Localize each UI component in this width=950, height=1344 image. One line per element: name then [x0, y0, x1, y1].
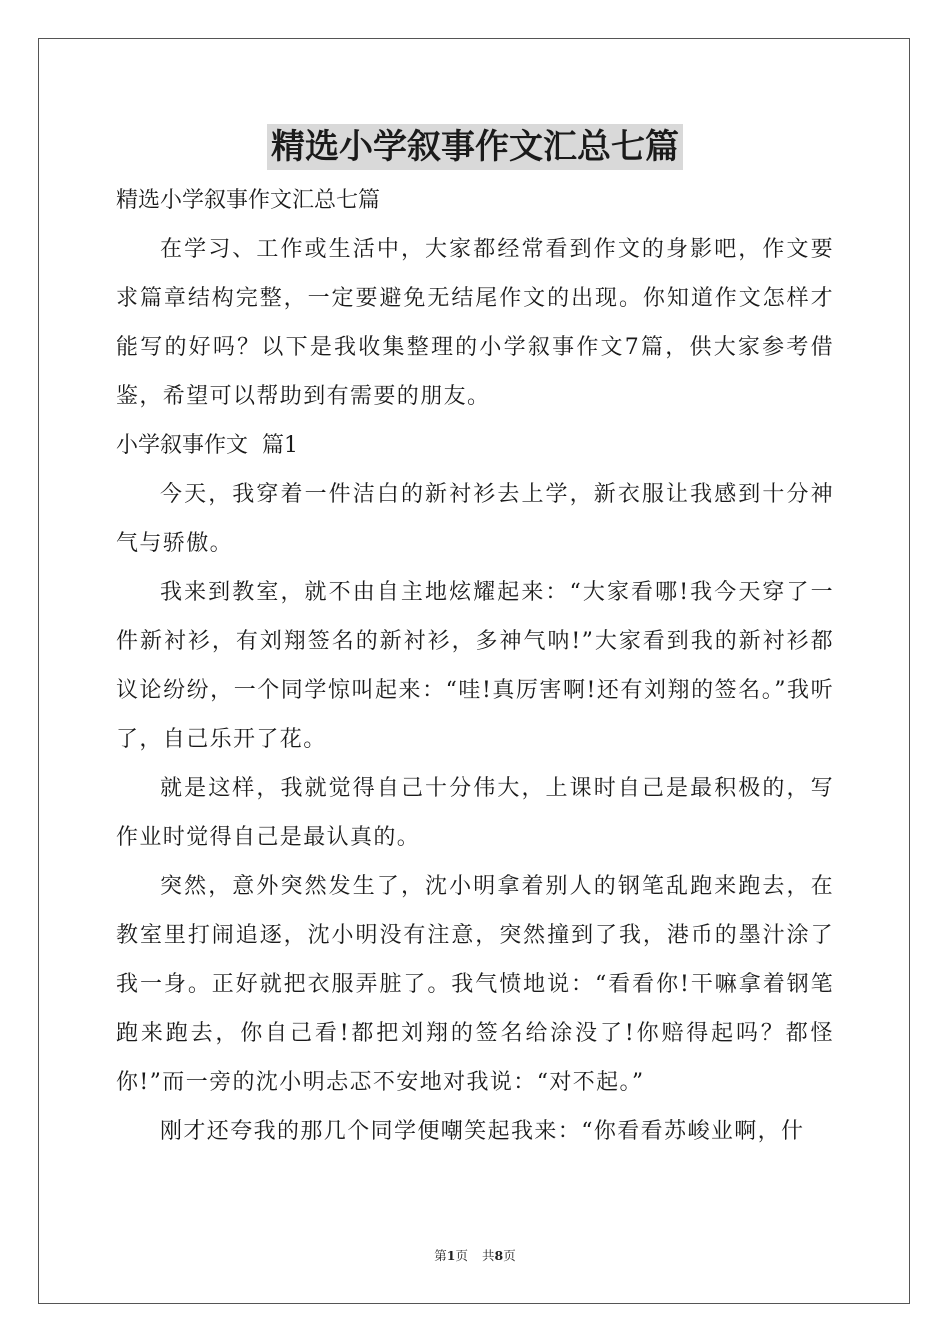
page-total: 8 — [494, 1248, 504, 1263]
document-title: 精选小学叙事作文汇总七篇 — [267, 124, 683, 170]
body-paragraph: 刚才还夸我的那几个同学便嘲笑起我来：“你看看苏峻业啊，什 — [160, 1119, 805, 1144]
body-paragraph: 突然，意外突然发生了，沈小明拿着别人的钢笔乱跑来跑去，在教室里打闹追逐，沈小明没有注意，突然撞到了我，港币的墨汁涂了我一身。正好就把衣服弄脏了。我气愤地说：“看看你!干嘛拿着钢笔跑来跑去，你自己看!都把刘翔的签名给涂没了!你赔得起吗？都怪你!”而一旁的沈小明忐忑不安地对我说：“对不起。” — [116, 874, 834, 1095]
body-paragraph: 今天，我穿着一件洁白的新衬衫去上学，新衣服让我感到十分神气与骄傲。 — [116, 482, 834, 556]
page-current: 1 — [446, 1248, 456, 1263]
page-footer — [0, 1246, 950, 1264]
document-body — [116, 176, 834, 1156]
page-prefix: 第 — [434, 1248, 447, 1263]
document-subtitle: 精选小学叙事作文汇总七篇 — [116, 188, 381, 213]
intro-paragraph: 在学习、工作或生活中，大家都经常看到作文的身影吧，作文要求篇章结构完整，一定要避免无结尾作文的出现。你知道作文怎样才能写的好吗？以下是我收集整理的小学叙事作文7篇，供大家参考借鉴，希望可以帮助到有需要的朋友。 — [116, 237, 834, 409]
title-container — [0, 124, 950, 170]
body-paragraph: 就是这样，我就觉得自己十分伟大，上课时自己是最积极的，写作业时觉得自己是最认真的。 — [116, 776, 834, 850]
total-prefix: 共 — [482, 1248, 495, 1263]
total-suffix: 页 — [503, 1248, 516, 1263]
body-paragraph: 我来到教室，就不由自主地炫耀起来：“大家看哪!我今天穿了一件新衬衫，有刘翔签名的新衬衫，多神气呐!”大家看到我的新衬衫都议论纷纷，一个同学惊叫起来：“哇!真厉害啊!还有刘翔的签名。”我听了，自己乐开了花。 — [116, 580, 834, 752]
section-heading: 小学叙事作文 篇1 — [116, 433, 298, 458]
page-suffix: 页 — [455, 1248, 468, 1263]
